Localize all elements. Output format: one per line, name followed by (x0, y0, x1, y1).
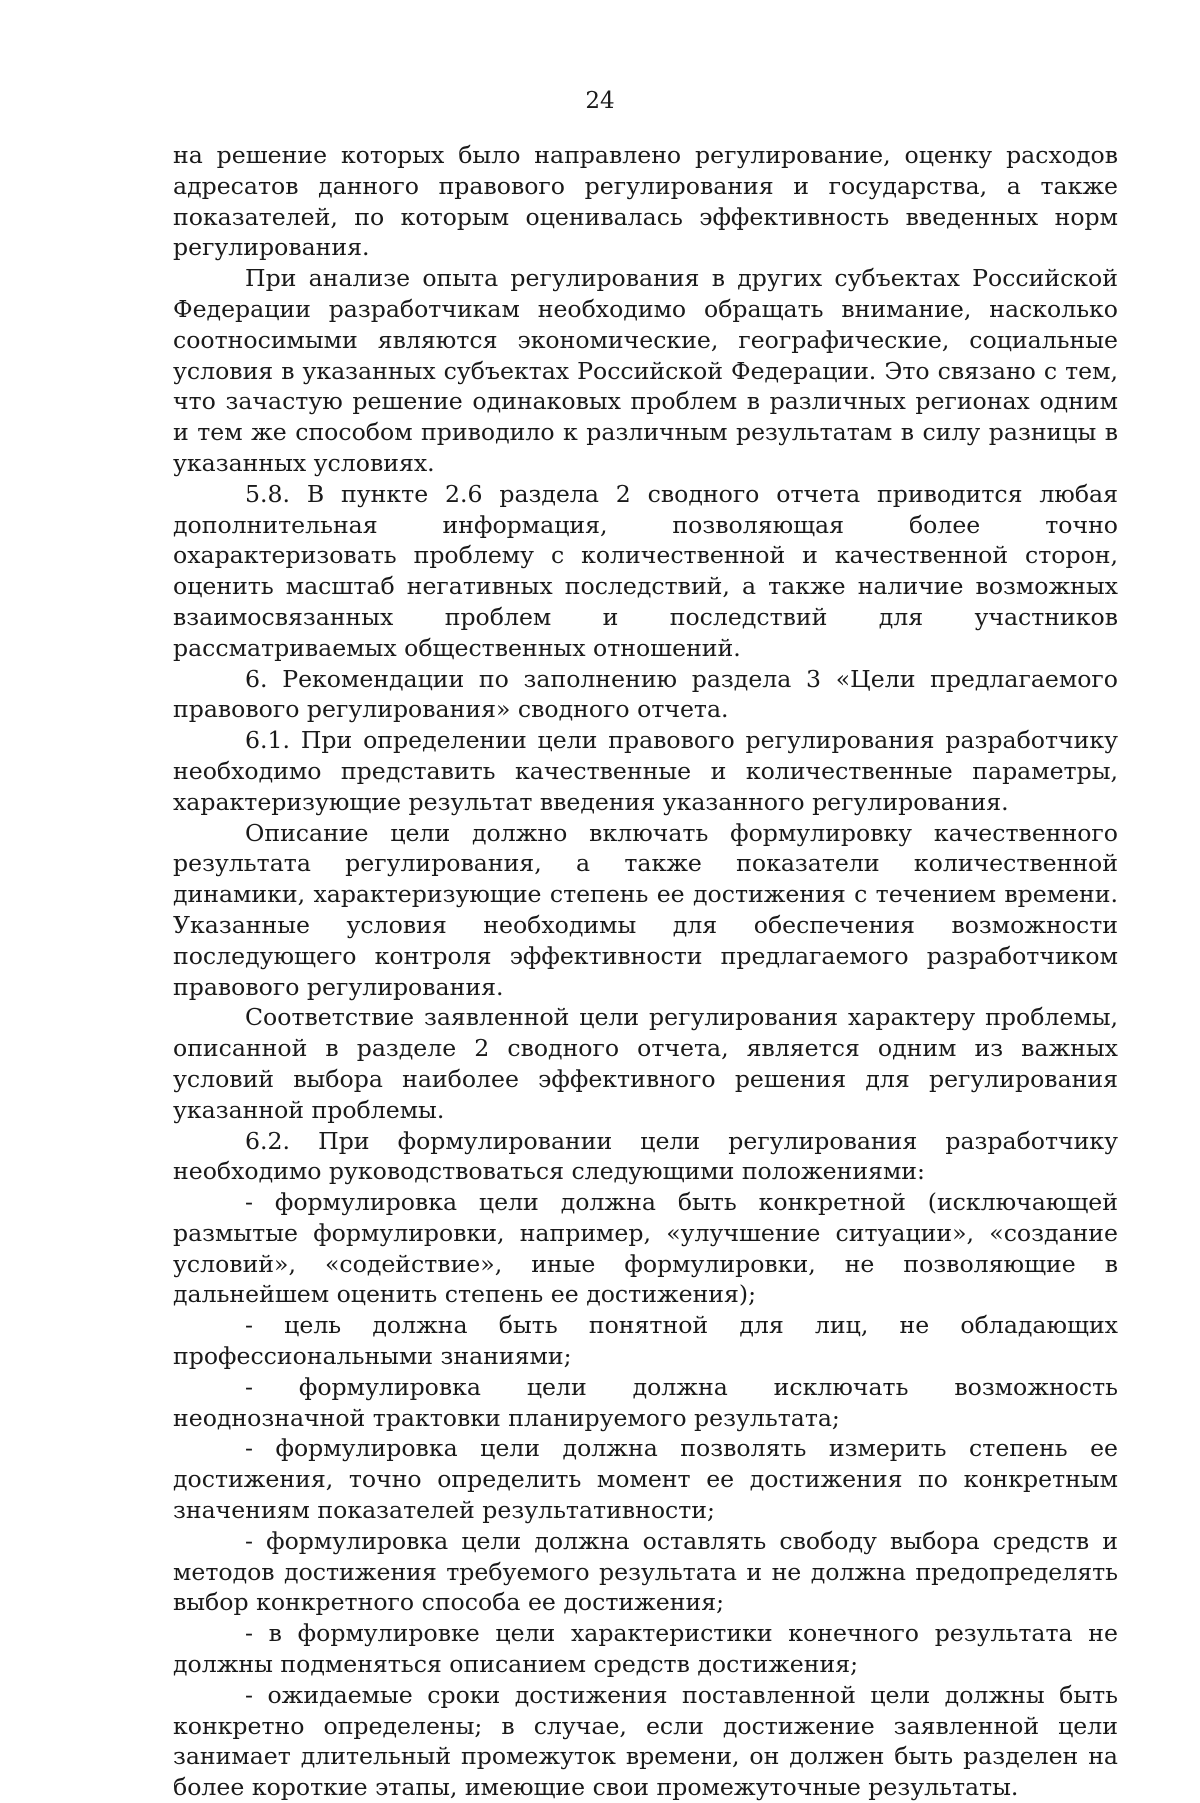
page-number: 24 (585, 88, 615, 114)
paragraph-5-8: 5.8. В пункте 2.6 раздела 2 сводного отчета приводится любая дополнительная информация, позволяющая более точно охарактеризовать проблему с количественной и качественной сторон, оценить масштаб негативных последствий, а также наличие возможных взаимосвязанных проблем и последствий для участников рассматриваемых общественных отношений. (173, 479, 1118, 662)
list-item-measurable-goal: - формулировка цели должна позволять измерить степень ее достижения, точно определить момент ее достижения по конкретным значениям показателей результативности; (173, 1434, 1118, 1525)
paragraph-6-1: 6.1. При определении цели правового регулирования разработчику необходимо представить качественные и количественные параметры, характеризующие результат введения указанного регулирования. (173, 726, 1118, 816)
paragraph-6-2: 6.2. При формулировании цели регулирования разработчику необходимо руководствоваться следующими положениями: (173, 1126, 1118, 1186)
paragraph-section-6-heading: 6. Рекомендации по заполнению раздела 3 «Цели предлагаемого правового регулирования» сводного отчета. (173, 664, 1118, 724)
list-item-specific-goal: - формулировка цели должна быть конкретной (исключающей размытые формулировки, например, «улучшение ситуации», «создание условий», «содействие», иные формулировки, не позволяющие в дальнейшем оценить степень ее достижения); (173, 1188, 1118, 1309)
paragraph-goal-description: Описание цели должно включать формулировку качественного результата регулирования, а также показатели количественной динамики, характеризующие степень ее достижения с течением времени. Указанные условия необходимы для обеспечения возможности последующего контроля эффективности предлагаемого разработчиком правового регулирования. (173, 818, 1118, 1001)
list-item-freedom-of-means: - формулировка цели должна оставлять свободу выбора средств и методов достижения требуемого результата и не должна предопределять выбор конкретного способа ее достижения; (173, 1526, 1118, 1617)
list-item-deadlines: - ожидаемые сроки достижения поставленной цели должны быть конкретно определены; в случае, если достижение заявленной цели занимает длительный промежуток времени, он должен быть разделен на более короткие этапы, имеющие свои промежуточные результаты. (173, 1680, 1118, 1802)
list-item-understandable-goal: - цель должна быть понятной для лиц, не обладающих профессиональными знаниями; (173, 1311, 1118, 1371)
paragraph-regional-experience: При анализе опыта регулирования в других субъектах Российской Федерации разработчикам необходимо обращать внимание, насколько соотносимыми являются экономические, географические, социальные условия в указанных субъектах Российской Федерации. Это связано с тем, что зачастую решение одинаковых проблем в различных регионах одним и тем же способом приводило к различным результатам в силу разницы в указанных условиях. (173, 264, 1118, 477)
document-body (173, 140, 1118, 1803)
paragraph-goal-correspondence: Соответствие заявленной цели регулирования характеру проблемы, описанной в разделе 2 сводного отчета, является одним из важных условий выбора наиболее эффективного решения для регулирования указанной проблемы. (173, 1003, 1118, 1124)
list-item-unambiguous-goal: - формулировка цели должна исключать возможность неоднозначной трактовки планируемого результата; (173, 1372, 1118, 1432)
paragraph-continuation: на решение которых было направлено регулирование, оценку расходов адресатов данного правового регулирования и государства, а также показателей, по которым оценивалась эффективность введенных норм регулирования. (173, 141, 1118, 262)
list-item-result-not-means: - в формулировке цели характеристики конечного результата не должны подменяться описанием средств достижения; (173, 1619, 1118, 1679)
